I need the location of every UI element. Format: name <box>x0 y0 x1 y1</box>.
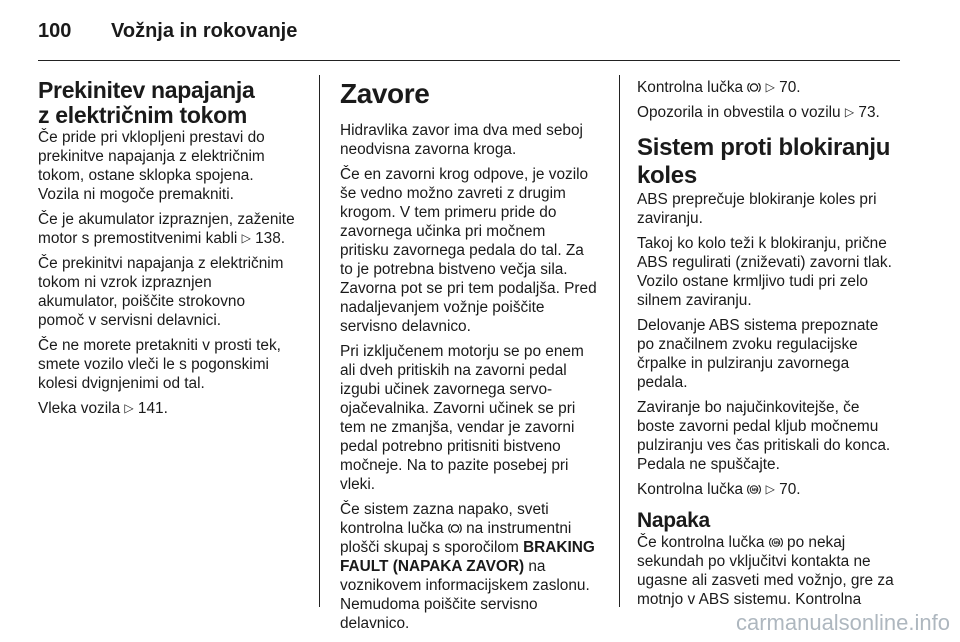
page-reference[interactable]: 138. <box>255 230 286 247</box>
page-reference-arrow-icon: ▷ <box>765 482 775 496</box>
paragraph: Delovanje ABS sistema prepoznate po značilnem zvoku regulacijske črpalke in pulziranju zavornega pedala. <box>637 317 879 391</box>
paragraph: Takoj ko kolo teži k blokiranju, prične ABS regulirati (zniževati) zavorni tlak. Vozilo ostane krmljivo tudi pri zelo silnem zaviranju. <box>637 235 892 309</box>
paragraph: Če je akumulator izpraznjen, zaženite motor s premostitvenimi kabli ▷ 138. <box>38 211 295 247</box>
page-reference[interactable]: 73. <box>858 104 880 121</box>
brake-warning-lamp-icon <box>448 522 462 535</box>
paragraph: Kontrolna lučka ▷ 70. <box>637 481 801 498</box>
subheading-fault: Napaka <box>637 509 710 532</box>
page-reference[interactable]: 141. <box>137 400 168 417</box>
chapter-title: Vožnja in rokovanje <box>111 20 298 42</box>
paragraph: Če pride pri vklopljeni prestavi do prekinitve napajanja z električnim tokom, ostane sklopka spojena. Vozila ni mogoče premakniti. <box>38 129 265 203</box>
page-reference-arrow-icon: ▷ <box>241 231 251 245</box>
page-reference-arrow-icon: ▷ <box>844 105 855 119</box>
paragraph: Vleka vozila ▷ 141. <box>38 400 168 417</box>
page-reference[interactable]: 70. <box>779 481 801 498</box>
column-1 <box>38 78 310 424</box>
column-3 <box>637 78 909 615</box>
page-reference[interactable]: 70. <box>779 79 801 96</box>
paragraph: Pri izključenem motorju se po enem ali dveh pritiskih na zavorni pedal izgubi učinek zavornega servo- ojačevalnika. Zavorni učinek se pri tem ne zmanjša, vendar je zavorni pedal potrebno pritisniti bistveno močneje. Na to pazite posebej pri vleki. <box>340 343 584 493</box>
section-heading-brakes: Zavore <box>340 78 430 109</box>
abs-warning-lamp-icon <box>747 483 761 496</box>
paragraph: Zaviranje bo najučinkovitejše, če boste zavorni pedal kljub močnemu pulziranju ves čas pritiskali do konca. Pedala ne spuščajte. <box>637 399 891 473</box>
paragraph: Če en zavorni krog odpove, je vozilo še vedno možno zavreti z drugim krogom. V tem primeru pride do zavornega učinka pri močnem pritisku zavornega pedala do tal. Za to je potrebna bistveno večja sila. Zavorna pot se pri tem podaljša. Pred nadaljevanjem vožnje poiščite servisno delavnico. <box>340 166 597 335</box>
page-number: 100 <box>38 20 72 42</box>
paragraph: Opozorila in obvestila o vozilu ▷ 73. <box>637 104 880 121</box>
paragraph: Kontrolna lučka ▷ 70. <box>637 79 801 96</box>
column-2 <box>340 78 612 639</box>
paragraph: Hidravlika zavor ima dva med seboj neodvisna zavorna kroga. <box>340 122 583 158</box>
paragraph: Če sistem zazna napako, sveti kontrolna lučka na instrumentni plošči skupaj s sporočilom BRAKING FAULT (NAPAKA ZAVOR) na voznikovem informacijskem zaslonu. Nemudoma poiščite servisno delavnico. <box>340 501 595 632</box>
paragraph: Če prekinitvi napajanja z električnim tokom ni vzrok izpraznjen akumulator, poiščite strokovno pomoč v servisni delavnici. <box>38 255 284 329</box>
section-heading-abs: Sistem proti blokiranju koles <box>637 134 891 189</box>
column-divider-2 <box>619 75 620 607</box>
page-reference-arrow-icon: ▷ <box>124 401 134 415</box>
page-reference-arrow-icon: ▷ <box>765 80 775 94</box>
paragraph: Če kontrolna lučka po nekaj sekundah po vključitvi kontakta ne ugasne ali zasveti med vožnjo, gre za motnjo v ABS sistemu. Kontrolna <box>637 534 894 608</box>
column-divider-1 <box>319 75 320 607</box>
abs-warning-lamp-icon <box>769 536 783 549</box>
watermark: carmanualsonline.info <box>735 610 950 635</box>
brake-warning-lamp-icon <box>747 81 761 94</box>
paragraph: ABS preprečuje blokiranje koles pri zaviranju. <box>637 191 877 227</box>
paragraph: Če ne morete pretakniti v prosti tek, smete vozilo vleči le s pogonskimi kolesi dvignjenimi od tal. <box>38 337 281 392</box>
header-rule <box>38 60 900 61</box>
section-heading-power-interruption: Prekinitev napajanja z električnim tokom <box>38 77 255 128</box>
